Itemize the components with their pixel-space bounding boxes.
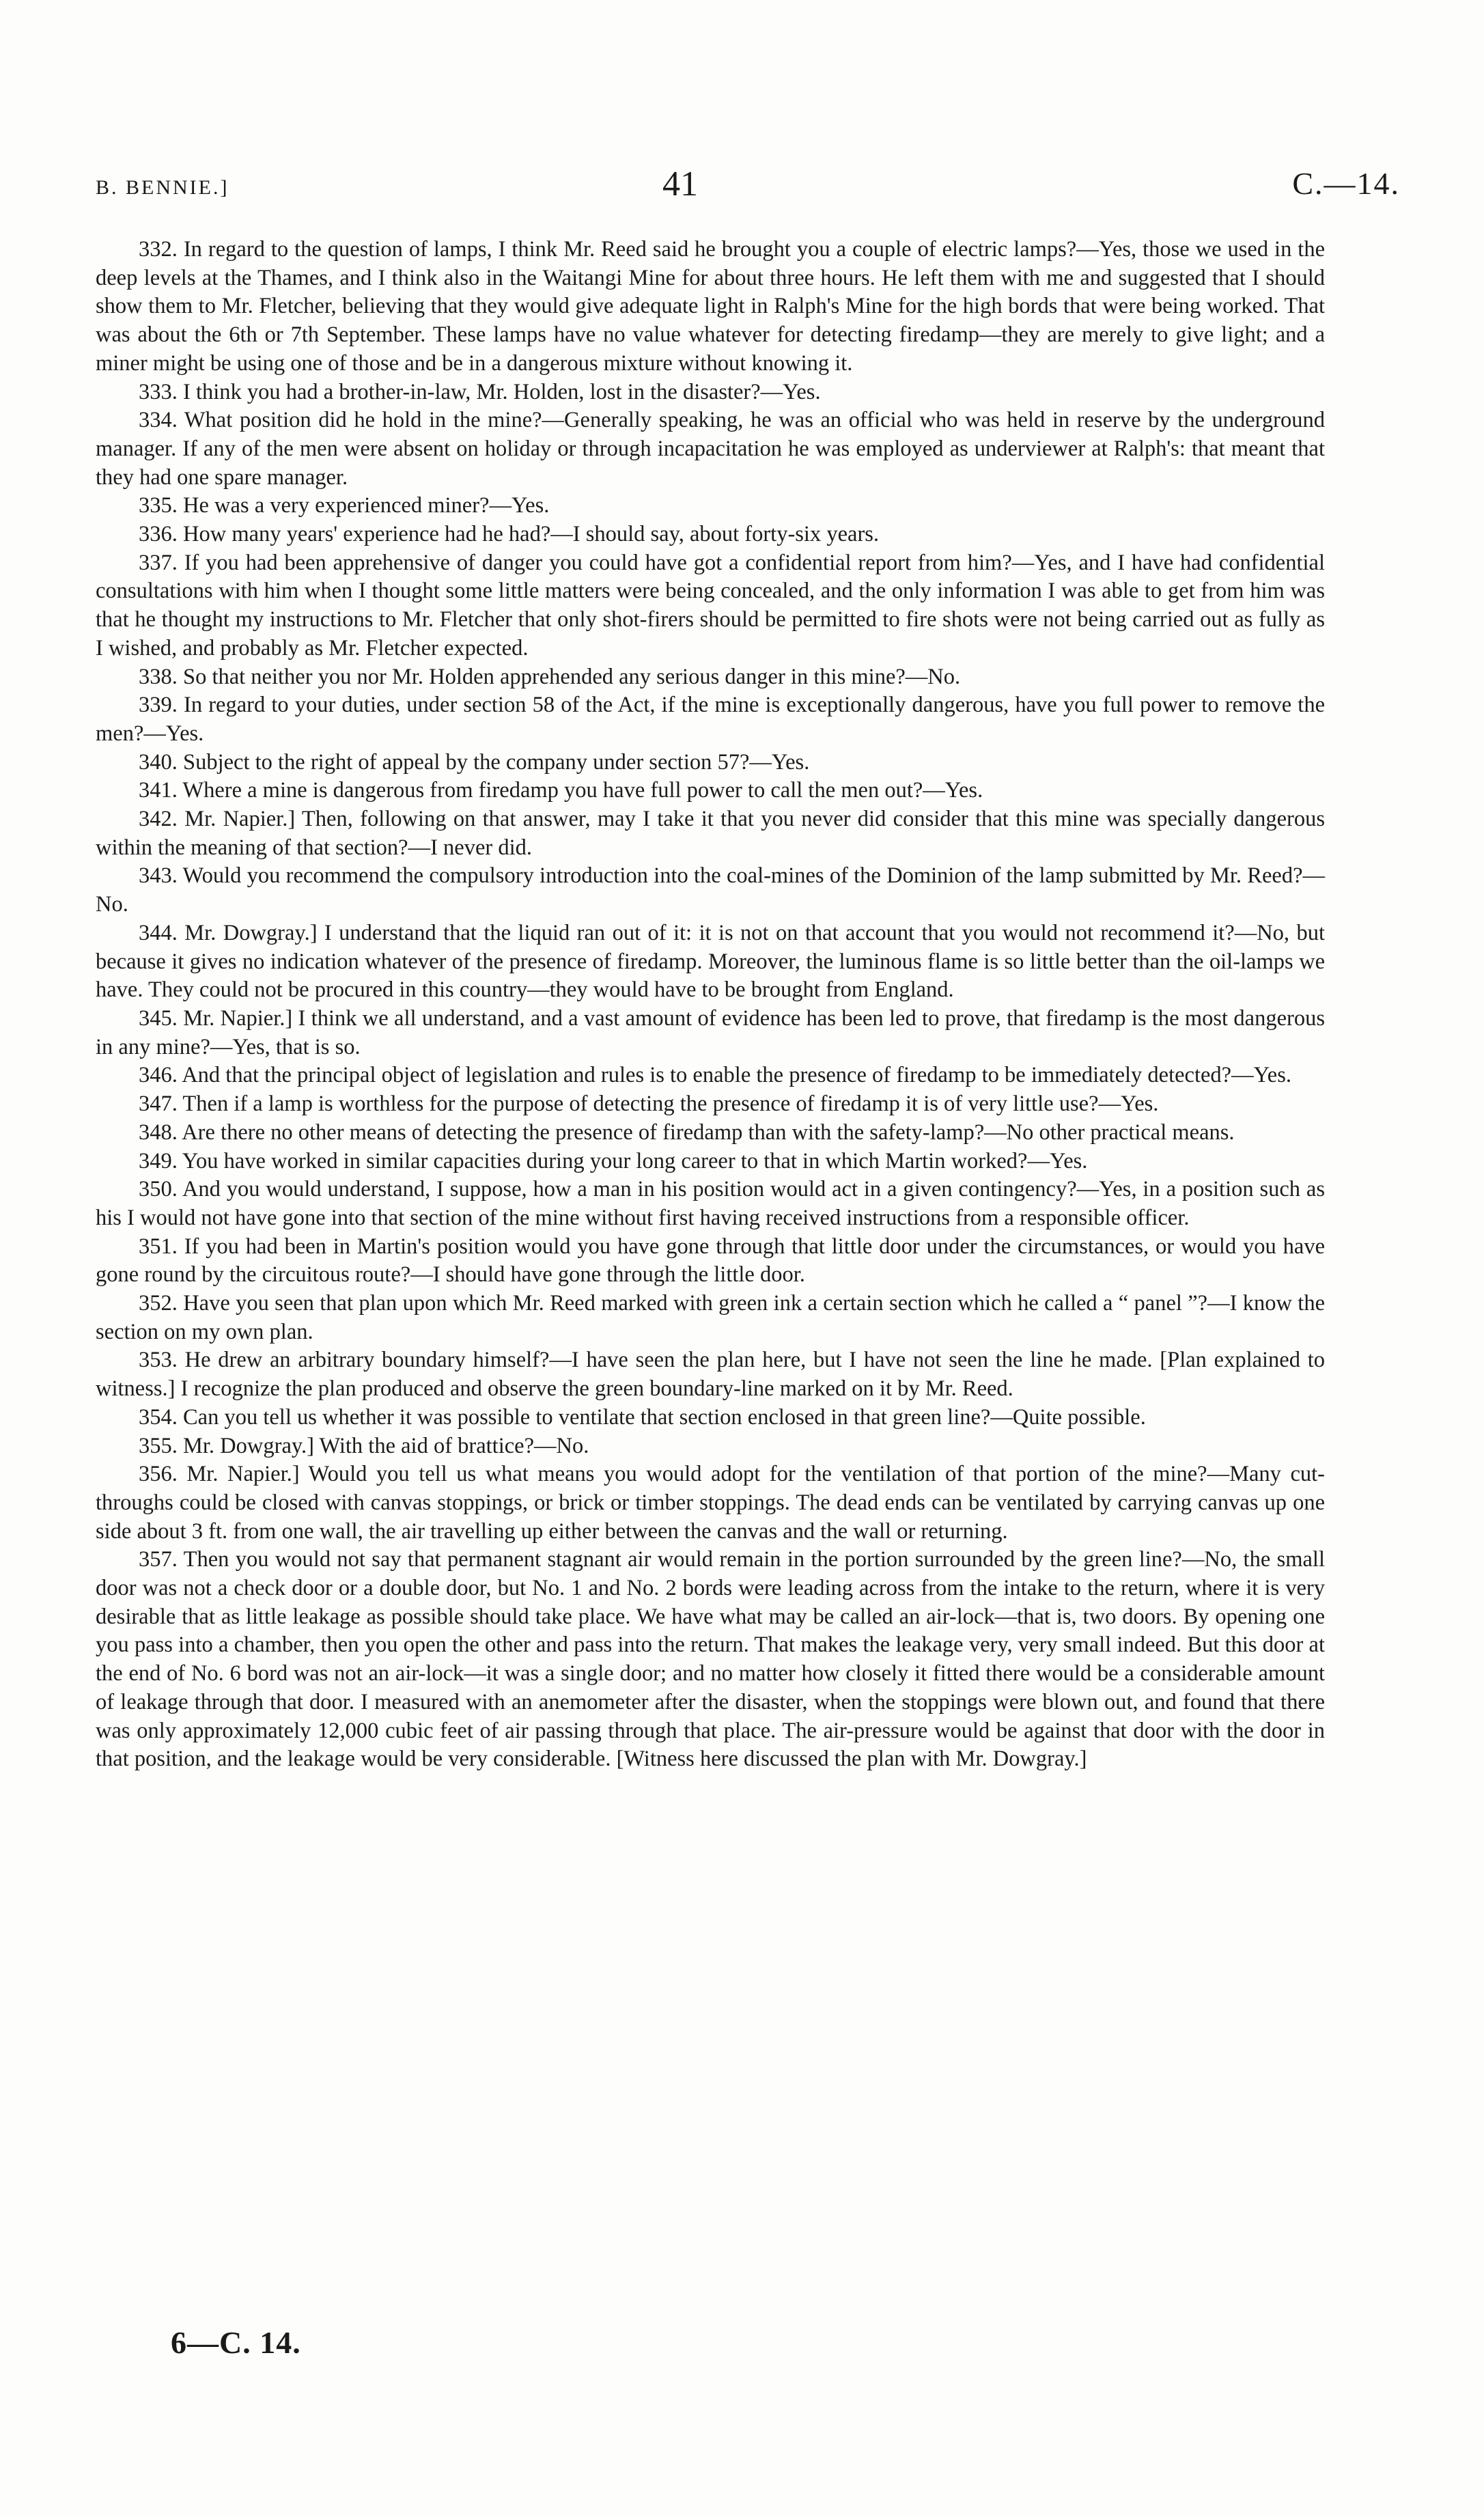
paragraph-346: 346. And that the principal object of legislation and rules is to enable the presence of firedamp to be immediately detected?—Yes. (139, 1063, 1292, 1088)
paragraph-334: 334. What position did he hold in the mine?—Generally speaking, he was an official who was held in reserve by the underground manager. If any of the men were absent on holiday or through incapacitation he was employed as underviewer at Ralph's: that meant that they had one spare manager. (96, 408, 1325, 490)
page-header (48, 164, 1407, 219)
paragraph-335: 335. He was a very experienced miner?—Yes. (139, 493, 550, 518)
paragraph-348: 348. Are there no other means of detecting the presence of firedamp than with the safety-lamp?—No other practical means. (139, 1120, 1235, 1145)
paragraph-342: 342. Mr. Napier.] Then, following on that answer, may I take it that you never did consider that this mine was specially dangerous within the meaning of that section?—I never did. (96, 807, 1325, 860)
paragraph-357: 357. Then you would not say that permanent stagnant air would remain in the portion surrounded by the green line?—No, the small door was not a check door or a double door, but No. 1 and No. 2 bords were leading across from the intake to the return, where it is very desirable that as little leakage as possible should take place. We have what may be called an air-lock—that is, two doors. By opening one you pass into a chamber, then you open the other and pass into the return. That makes the leakage very, very small indeed. But this door at the end of No. 6 bord was not an air-lock—it was a single door; and no matter how closely it fitted there would be a considerable amount of leakage through that door. I measured with an anemometer after the disaster, when the stoppings were blown out, and found that there was only approximately 12,000 cubic feet of air passing through that place. The air-pressure would be against that door with the door in that position, and the leakage would be very considerable. [Witness here discussed the plan with Mr. Dowgray.] (96, 1547, 1325, 1772)
paragraph-333: 333. I think you had a brother-in-law, Mr. Holden, lost in the disaster?—Yes. (139, 379, 821, 404)
paragraph-339: 339. In regard to your duties, under section 58 of the Act, if the mine is exceptionally dangerous, have you full power to remove the men?—Yes. (96, 693, 1325, 746)
paragraph-347: 347. Then if a lamp is worthless for the purpose of detecting the presence of firedamp it is of very little use?—Yes. (139, 1091, 1159, 1117)
paragraph-354: 354. Can you tell us whether it was possible to ventilate that section enclosed in that green line?—Quite possible. (139, 1404, 1146, 1430)
witness-name: B. BENNIE.] (96, 176, 229, 199)
paragraph-351: 351. If you had been in Martin's position would you have gone through that little door under the circumstances, or would you have gone round by the circuitous route?—I should have gone through the little door. (96, 1234, 1325, 1288)
paragraph-353: 353. He drew an arbitrary boundary himself?—I have seen the plan here, but I have not seen the line he made. [Plan explained to witness.] I recognize the plan produced and observe the green boundary-line marked on it by Mr. Reed. (96, 1348, 1325, 1402)
paragraph-352: 352. Have you seen that plan upon which Mr. Reed marked with green ink a certain section which he called a “ panel ”?—I know the section on my own plan. (96, 1291, 1325, 1344)
paragraph-344: 344. Mr. Dowgray.] I understand that the liquid ran out of it: it is not on that account that you would not recommend it?—No, but because it gives no indication whatever of the presence of firedamp. Moreover, the luminous flame is so little better than the oil-lamps we have. They could not be procured in this country—they would have to be brought from England. (96, 920, 1325, 1003)
paragraph-338: 338. So that neither you nor Mr. Holden apprehended any serious danger in this mine?—No. (139, 664, 961, 689)
paragraph-332: 332. In regard to the question of lamps, I think Mr. Reed said he brought you a couple of electric lamps?—Yes, those we used in the deep levels at the Thames, and I think also in the Waitangi Mine for about three hours. He left them with me and suggested that I should show them to Mr. Fletcher, believing that they would give adequate light in Ralph's Mine for the high bords that were being worked. That was about the 6th or 7th September. These lamps have no value whatever for detecting firedamp—they are merely to give light; and a miner might be using one of those and be in a dangerous mixture without knowing it. (96, 237, 1325, 376)
paragraph-337: 337. If you had been apprehensive of danger you could have got a confidential report from him?—Yes, and I have had confidential consultations with him when I thought some little matters were being concealed, and the only information I was able to get from him was that he thought my instructions to Mr. Fletcher that only shot-firers should be permitted to fire shots were not being carried out as fully as I wished, and probably as Mr. Fletcher expected. (96, 550, 1325, 660)
paragraph-355: 355. Mr. Dowgray.] With the aid of brattice?—No. (139, 1433, 589, 1458)
paragraph-343: 343. Would you recommend the compulsory introduction into the coal-mines of the Dominion of the lamp submitted by Mr. Reed?—No. (96, 863, 1325, 917)
paragraph-341: 341. Where a mine is dangerous from firedamp you have full power to call the men out?—Yes. (139, 778, 983, 803)
page-number: 41 (662, 165, 698, 204)
paragraph-350: 350. And you would understand, I suppose, how a man in his position would act in a given contingency?—Yes, in a position such as his I would not have gone into that section of the mine without first having received instructions from a responsible officer. (96, 1177, 1325, 1230)
paragraph-336: 336. How many years' experience had he had?—I should say, about forty-six years. (139, 522, 880, 547)
paragraph-345: 345. Mr. Napier.] I think we all understand, and a vast amount of evidence has been led to prove, that firedamp is the most dangerous in any mine?—Yes, that is so. (96, 1005, 1325, 1059)
signature-mark: 6—C. 14. (171, 2325, 301, 2360)
paragraph-349: 349. You have worked in similar capacities during your long career to that in which Martin worked?—Yes. (139, 1148, 1088, 1173)
paragraph-340: 340. Subject to the right of appeal by the company under section 57?—Yes. (139, 749, 810, 775)
document-reference: C.—14. (1292, 166, 1400, 201)
paragraph-356: 356. Mr. Napier.] Would you tell us what means you would adopt for the ventilation of that portion of the mine?—Many cut-throughs could be closed with canvas stoppings, or brick or timber stoppings. The dead ends can be ventilated by carrying canvas up one side about 3 ft. from one wall, the air travelling up either between the canvas and the wall or returning. (96, 1462, 1325, 1544)
evidence-text (96, 236, 1325, 1774)
